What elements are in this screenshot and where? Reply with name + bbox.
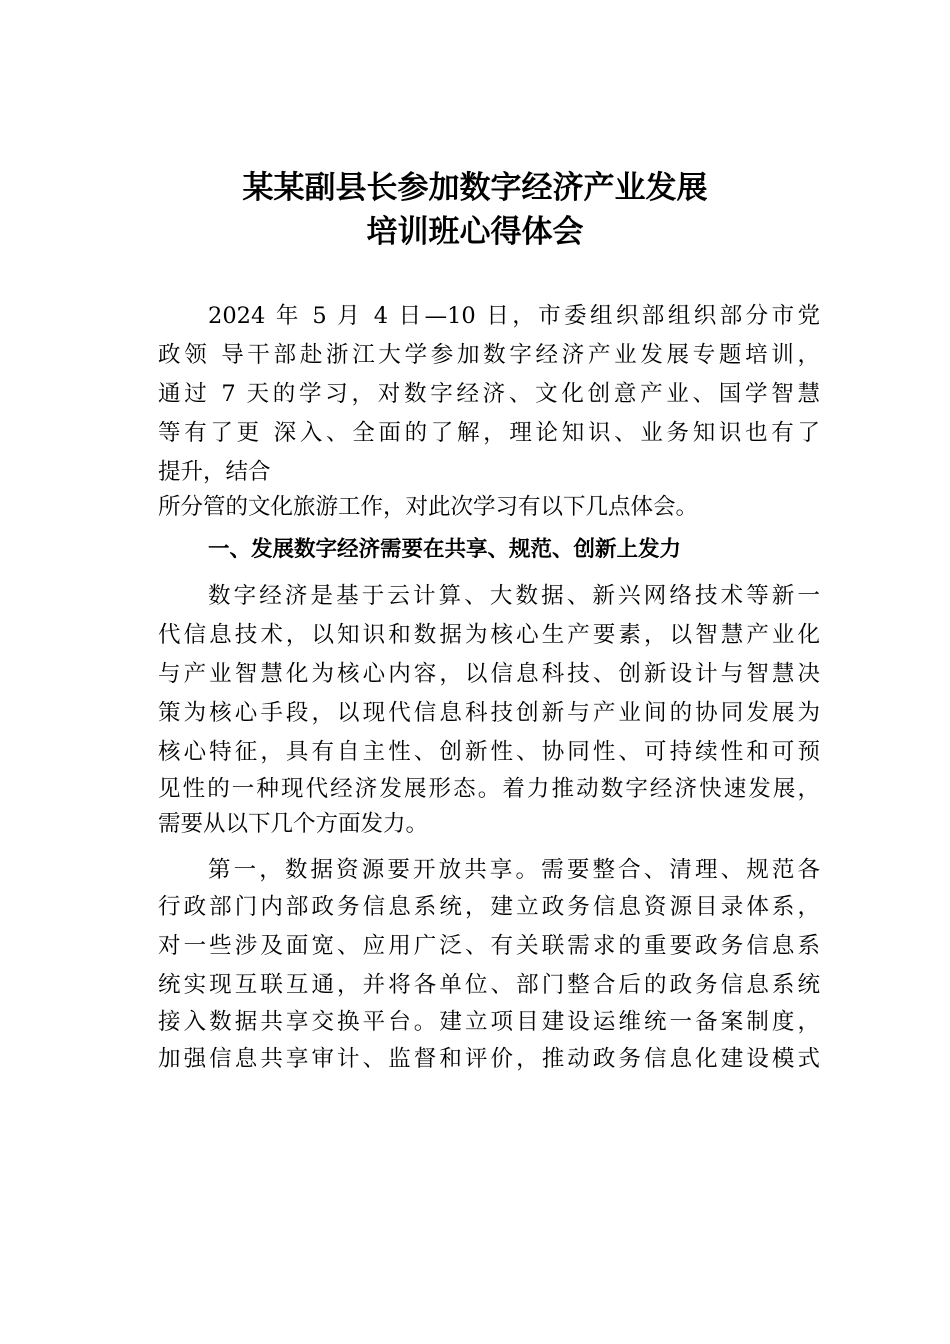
intro-line-1: 2024 年 5 月 4 日—10 日，市委组织部组织部分市党 xyxy=(208,303,820,329)
intro-line-5: 提升，结合 xyxy=(158,459,271,485)
para2-line-6: 加强信息共享审计、监督和评价，推动政务信息化建设模式 xyxy=(158,1046,820,1072)
section-heading-1: 一、发展数字经济需要在共享、规范、创新上发力 xyxy=(208,537,682,562)
para1-line-1: 数字经济是基于云计算、大数据、新兴网络技术等新一 xyxy=(208,583,820,609)
para1-line-4: 策为核心手段，以现代信息科技创新与产业间的协同发展为 xyxy=(158,700,820,726)
para2-line-1: 第一，数据资源要开放共享。需要整合、清理、规范各 xyxy=(208,857,820,883)
intro-line-3: 通过 7 天的学习，对数字经济、文化创意产业、国学智慧 xyxy=(158,381,820,407)
para2-line-5: 接入数据共享交换平台。建立项目建设运维统一备案制度， xyxy=(158,1009,820,1035)
para1-line-2: 代信息技术，以知识和数据为核心生产要素，以智慧产业化 xyxy=(158,622,820,648)
para1-line-7: 需要从以下几个方面发力。 xyxy=(158,811,429,837)
intro-line-2: 政领 导干部赴浙江大学参加数字经济产业发展专题培训， xyxy=(158,342,820,368)
para1-line-5: 核心特征，具有自主性、创新性、协同性、可持续性和可预 xyxy=(158,739,820,765)
document-title-line-2: 培训班心得体会 xyxy=(366,214,584,250)
para2-line-2: 行政部门内部政务信息系统，建立政务信息资源目录体系， xyxy=(158,894,820,920)
para1-line-3: 与产业智慧化为核心内容，以信息科技、创新设计与智慧决 xyxy=(158,661,820,687)
para2-line-3: 对一些涉及面宽、应用广泛、有关联需求的重要政务信息系 xyxy=(158,933,820,959)
intro-line-4: 等有了更 深入、全面的了解，理论知识、业务知识也有了 xyxy=(158,420,820,446)
intro-line-6: 所分管的文化旅游工作，对此次学习有以下几点体会。 xyxy=(158,494,699,520)
document-title-line-1: 某某副县长参加数字经济产业发展 xyxy=(242,170,708,206)
para2-line-4: 统实现互联互通，并将各单位、部门整合后的政务信息系统 xyxy=(158,972,820,998)
para1-line-6: 见性的一种现代经济发展形态。着力推动数字经济快速发展， xyxy=(158,776,820,802)
